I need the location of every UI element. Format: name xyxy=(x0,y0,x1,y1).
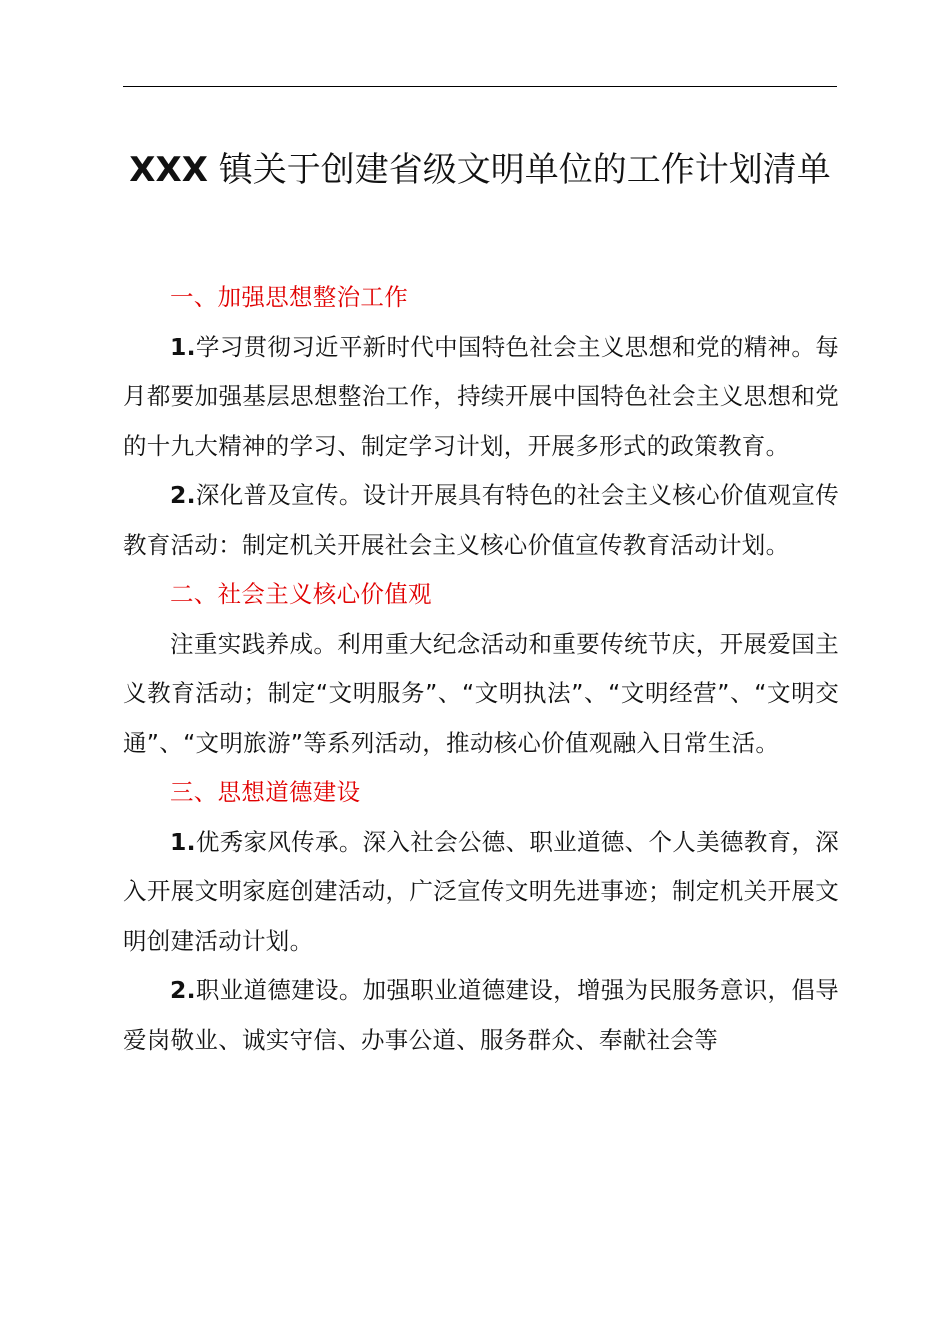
paragraph-text: 学习贯彻习近平新时代中国特色社会主义思想和党的精神。每月都要加强基层思想整治工作，持续开展中国特色社会主义思想和党的十九大精神的学习、制定学习计划，开展多形式的政策教育。 xyxy=(123,332,839,460)
paragraph-text: 深化普及宣传。设计开展具有特色的社会主义核心价值观宣传教育活动：制定机关开展社会主义核心价值宣传教育活动计划。 xyxy=(123,481,839,559)
title-prefix: XXX xyxy=(129,150,208,190)
item-number: 2. xyxy=(170,976,196,1004)
item-number: 1. xyxy=(170,827,196,856)
item-number: 2. xyxy=(170,481,196,509)
paragraph-text: 职业道德建设。加强职业道德建设，增强为民服务意识，倡导爱岗敬业、诚实守信、办事公道、服务群众、奉献社会等 xyxy=(123,976,839,1054)
paragraph-text: 优秀家风传承。深入社会公德、职业道德、个人美德教育，深入开展文明家庭创建活动，广泛宣传文明先进事迹；制定机关开展文明创建活动计划。 xyxy=(123,827,839,955)
paragraph xyxy=(123,620,839,769)
paragraph xyxy=(123,323,839,472)
paragraph xyxy=(123,471,839,570)
paragraph xyxy=(123,966,839,1065)
section-heading: 二、社会主义核心价值观 xyxy=(170,580,432,608)
paragraph xyxy=(123,818,839,967)
section-heading: 一、加强思想整治工作 xyxy=(170,283,408,311)
document-body xyxy=(123,273,839,1065)
item-number: 1. xyxy=(170,332,196,361)
header-rule xyxy=(123,86,837,87)
paragraph-text: 注重实践养成。利用重大纪念活动和重要传统节庆，开展爱国主义教育活动；制定“文明服务”、“文明执法”、“文明经营”、“文明交通”、“文明旅游”等系列活动，推动核心价值观融入日常生活。 xyxy=(123,629,839,757)
section-heading: 三、思想道德建设 xyxy=(170,778,361,806)
title-text: 镇关于创建省级文明单位的工作计划清单 xyxy=(218,150,831,190)
document-title xyxy=(123,145,837,195)
